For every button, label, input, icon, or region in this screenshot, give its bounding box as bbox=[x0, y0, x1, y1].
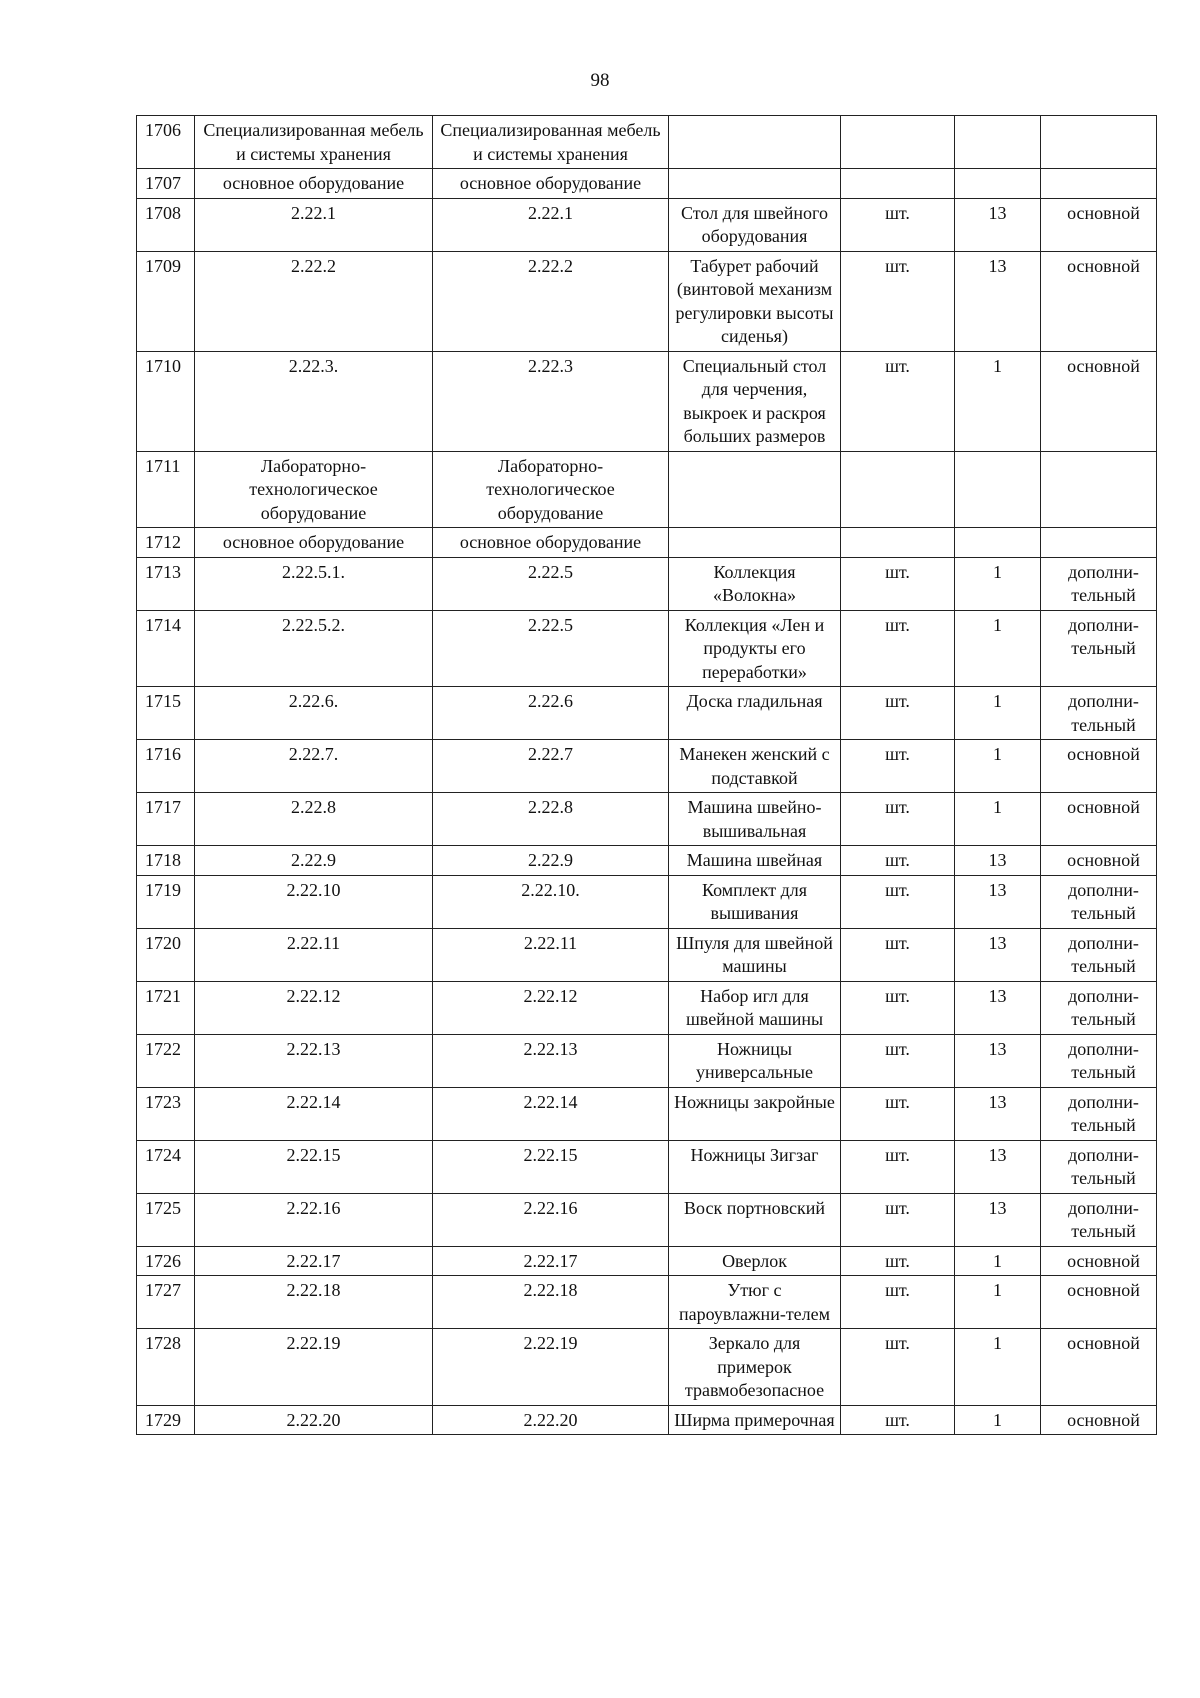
code-cell-1: 2.22.12 bbox=[195, 981, 433, 1034]
table-row bbox=[137, 928, 1157, 981]
equipment-type-cell: основной bbox=[1041, 1276, 1157, 1329]
equipment-type-cell: дополни-тельный bbox=[1041, 557, 1157, 610]
quantity-cell: 1 bbox=[955, 351, 1041, 451]
item-name-cell bbox=[669, 451, 841, 528]
item-name-cell: Машина швейно-вышивальная bbox=[669, 793, 841, 846]
item-name-cell bbox=[669, 116, 841, 169]
code-cell-1: 2.22.8 bbox=[195, 793, 433, 846]
unit-cell bbox=[841, 169, 955, 199]
item-name-cell: Зеркало для примерок травмобезопасное bbox=[669, 1329, 841, 1406]
row-number-cell: 1707 bbox=[137, 169, 195, 199]
item-name-cell: Доска гладильная bbox=[669, 687, 841, 740]
item-name-cell: Табурет рабочий (винтовой механизм регулировки высоты сиденья) bbox=[669, 251, 841, 351]
quantity-cell: 1 bbox=[955, 1276, 1041, 1329]
row-number-cell: 1709 bbox=[137, 251, 195, 351]
quantity-cell: 13 bbox=[955, 198, 1041, 251]
row-number-cell: 1708 bbox=[137, 198, 195, 251]
code-cell-1: 2.22.14 bbox=[195, 1087, 433, 1140]
code-cell-2: 2.22.19 bbox=[433, 1329, 669, 1406]
code-cell-1: основное оборудование bbox=[195, 169, 433, 199]
table-row bbox=[137, 351, 1157, 451]
code-cell-1: 2.22.19 bbox=[195, 1329, 433, 1406]
equipment-type-cell bbox=[1041, 116, 1157, 169]
code-cell-2: 2.22.13 bbox=[433, 1034, 669, 1087]
quantity-cell: 13 bbox=[955, 928, 1041, 981]
quantity-cell: 1 bbox=[955, 557, 1041, 610]
equipment-type-cell: дополни-тельный bbox=[1041, 875, 1157, 928]
equipment-type-cell: основной bbox=[1041, 351, 1157, 451]
code-cell-1: 2.22.3. bbox=[195, 351, 433, 451]
equipment-type-cell: основной bbox=[1041, 740, 1157, 793]
table-row bbox=[137, 610, 1157, 687]
code-cell-1: 2.22.17 bbox=[195, 1246, 433, 1276]
code-cell-1: 2.22.15 bbox=[195, 1140, 433, 1193]
quantity-cell bbox=[955, 116, 1041, 169]
row-number-cell: 1718 bbox=[137, 846, 195, 876]
unit-cell: шт. bbox=[841, 1329, 955, 1406]
table-row bbox=[137, 169, 1157, 199]
table-row bbox=[137, 1329, 1157, 1406]
unit-cell bbox=[841, 116, 955, 169]
table-row bbox=[137, 451, 1157, 528]
code-cell-1: 2.22.20 bbox=[195, 1405, 433, 1435]
code-cell-1: 2.22.2 bbox=[195, 251, 433, 351]
equipment-type-cell bbox=[1041, 451, 1157, 528]
code-cell-1: 2.22.9 bbox=[195, 846, 433, 876]
table-row bbox=[137, 1276, 1157, 1329]
unit-cell: шт. bbox=[841, 1034, 955, 1087]
item-name-cell: Набор игл для швейной машины bbox=[669, 981, 841, 1034]
unit-cell bbox=[841, 451, 955, 528]
item-name-cell bbox=[669, 528, 841, 558]
unit-cell: шт. bbox=[841, 198, 955, 251]
equipment-type-cell: дополни-тельный bbox=[1041, 1193, 1157, 1246]
quantity-cell bbox=[955, 169, 1041, 199]
row-number-cell: 1721 bbox=[137, 981, 195, 1034]
unit-cell: шт. bbox=[841, 1405, 955, 1435]
table-row bbox=[137, 1034, 1157, 1087]
code-cell-1: 2.22.16 bbox=[195, 1193, 433, 1246]
code-cell-2: 2.22.10. bbox=[433, 875, 669, 928]
unit-cell: шт. bbox=[841, 928, 955, 981]
unit-cell bbox=[841, 528, 955, 558]
unit-cell: шт. bbox=[841, 251, 955, 351]
code-cell-1: 2.22.5.2. bbox=[195, 610, 433, 687]
item-name-cell: Комплект для вышивания bbox=[669, 875, 841, 928]
row-number-cell: 1716 bbox=[137, 740, 195, 793]
code-cell-2: 2.22.14 bbox=[433, 1087, 669, 1140]
equipment-type-cell: основной bbox=[1041, 1405, 1157, 1435]
equipment-type-cell: дополни-тельный bbox=[1041, 981, 1157, 1034]
code-cell-2: 2.22.11 bbox=[433, 928, 669, 981]
table-row bbox=[137, 687, 1157, 740]
item-name-cell: Коллекция «Лен и продукты его переработки» bbox=[669, 610, 841, 687]
table-row bbox=[137, 116, 1157, 169]
code-cell-1: основное оборудование bbox=[195, 528, 433, 558]
item-name-cell bbox=[669, 169, 841, 199]
row-number-cell: 1720 bbox=[137, 928, 195, 981]
table-body bbox=[137, 116, 1157, 1435]
code-cell-1: 2.22.5.1. bbox=[195, 557, 433, 610]
item-name-cell: Ножницы универсальные bbox=[669, 1034, 841, 1087]
row-number-cell: 1713 bbox=[137, 557, 195, 610]
equipment-type-cell: дополни-тельный bbox=[1041, 1087, 1157, 1140]
quantity-cell: 13 bbox=[955, 846, 1041, 876]
unit-cell: шт. bbox=[841, 557, 955, 610]
code-cell-1: Лабораторно-технологическое оборудование bbox=[195, 451, 433, 528]
row-number-cell: 1712 bbox=[137, 528, 195, 558]
unit-cell: шт. bbox=[841, 846, 955, 876]
code-cell-2: 2.22.9 bbox=[433, 846, 669, 876]
unit-cell: шт. bbox=[841, 793, 955, 846]
equipment-type-cell bbox=[1041, 528, 1157, 558]
table-row bbox=[137, 251, 1157, 351]
code-cell-2: 2.22.2 bbox=[433, 251, 669, 351]
table-row bbox=[137, 1140, 1157, 1193]
row-number-cell: 1715 bbox=[137, 687, 195, 740]
item-name-cell: Машина швейная bbox=[669, 846, 841, 876]
quantity-cell: 13 bbox=[955, 1140, 1041, 1193]
code-cell-1: 2.22.1 bbox=[195, 198, 433, 251]
equipment-type-cell: основной bbox=[1041, 1246, 1157, 1276]
item-name-cell: Шпуля для швейной машины bbox=[669, 928, 841, 981]
code-cell-2: Лабораторно-технологическое оборудование bbox=[433, 451, 669, 528]
quantity-cell: 13 bbox=[955, 875, 1041, 928]
code-cell-2: 2.22.15 bbox=[433, 1140, 669, 1193]
row-number-cell: 1711 bbox=[137, 451, 195, 528]
item-name-cell: Оверлок bbox=[669, 1246, 841, 1276]
table-row bbox=[137, 981, 1157, 1034]
row-number-cell: 1727 bbox=[137, 1276, 195, 1329]
row-number-cell: 1719 bbox=[137, 875, 195, 928]
equipment-type-cell: основной bbox=[1041, 793, 1157, 846]
item-name-cell: Манекен женский с подставкой bbox=[669, 740, 841, 793]
code-cell-2: 2.22.5 bbox=[433, 610, 669, 687]
item-name-cell: Воск портновский bbox=[669, 1193, 841, 1246]
row-number-cell: 1729 bbox=[137, 1405, 195, 1435]
equipment-type-cell: дополни-тельный bbox=[1041, 687, 1157, 740]
item-name-cell: Специальный стол для черчения, выкроек и раскроя больших размеров bbox=[669, 351, 841, 451]
quantity-cell bbox=[955, 528, 1041, 558]
unit-cell: шт. bbox=[841, 1193, 955, 1246]
code-cell-1: Специализированная мебель и системы хранения bbox=[195, 116, 433, 169]
code-cell-1: 2.22.6. bbox=[195, 687, 433, 740]
code-cell-2: 2.22.16 bbox=[433, 1193, 669, 1246]
code-cell-2: 2.22.6 bbox=[433, 687, 669, 740]
code-cell-2: основное оборудование bbox=[433, 528, 669, 558]
unit-cell: шт. bbox=[841, 1140, 955, 1193]
unit-cell: шт. bbox=[841, 981, 955, 1034]
item-name-cell: Ширма примерочная bbox=[669, 1405, 841, 1435]
table-row bbox=[137, 557, 1157, 610]
table-row bbox=[137, 1405, 1157, 1435]
quantity-cell: 1 bbox=[955, 1329, 1041, 1406]
table-row bbox=[137, 846, 1157, 876]
code-cell-2: 2.22.8 bbox=[433, 793, 669, 846]
quantity-cell: 1 bbox=[955, 687, 1041, 740]
code-cell-2: 2.22.3 bbox=[433, 351, 669, 451]
table-row bbox=[137, 740, 1157, 793]
quantity-cell: 1 bbox=[955, 1246, 1041, 1276]
unit-cell: шт. bbox=[841, 610, 955, 687]
equipment-type-cell: основной bbox=[1041, 846, 1157, 876]
item-name-cell: Утюг с пароувлажни-телем bbox=[669, 1276, 841, 1329]
equipment-type-cell bbox=[1041, 169, 1157, 199]
code-cell-1: 2.22.18 bbox=[195, 1276, 433, 1329]
quantity-cell: 13 bbox=[955, 981, 1041, 1034]
code-cell-1: 2.22.13 bbox=[195, 1034, 433, 1087]
quantity-cell: 13 bbox=[955, 251, 1041, 351]
equipment-type-cell: дополни-тельный bbox=[1041, 1140, 1157, 1193]
page-number: 98 bbox=[590, 70, 610, 91]
row-number-cell: 1728 bbox=[137, 1329, 195, 1406]
table-row bbox=[137, 1087, 1157, 1140]
equipment-type-cell: основной bbox=[1041, 251, 1157, 351]
code-cell-2: 2.22.5 bbox=[433, 557, 669, 610]
code-cell-1: 2.22.7. bbox=[195, 740, 433, 793]
table-row bbox=[137, 1193, 1157, 1246]
item-name-cell: Коллекция «Волокна» bbox=[669, 557, 841, 610]
row-number-cell: 1710 bbox=[137, 351, 195, 451]
row-number-cell: 1706 bbox=[137, 116, 195, 169]
unit-cell: шт. bbox=[841, 351, 955, 451]
table-row bbox=[137, 1246, 1157, 1276]
quantity-cell bbox=[955, 451, 1041, 528]
unit-cell: шт. bbox=[841, 1276, 955, 1329]
quantity-cell: 1 bbox=[955, 740, 1041, 793]
table-row bbox=[137, 793, 1157, 846]
row-number-cell: 1723 bbox=[137, 1087, 195, 1140]
quantity-cell: 1 bbox=[955, 1405, 1041, 1435]
code-cell-2: основное оборудование bbox=[433, 169, 669, 199]
unit-cell: шт. bbox=[841, 1246, 955, 1276]
quantity-cell: 1 bbox=[955, 610, 1041, 687]
equipment-type-cell: основной bbox=[1041, 1329, 1157, 1406]
code-cell-1: 2.22.10 bbox=[195, 875, 433, 928]
quantity-cell: 13 bbox=[955, 1087, 1041, 1140]
item-name-cell: Стол для швейного оборудования bbox=[669, 198, 841, 251]
code-cell-2: 2.22.1 bbox=[433, 198, 669, 251]
quantity-cell: 13 bbox=[955, 1034, 1041, 1087]
row-number-cell: 1725 bbox=[137, 1193, 195, 1246]
code-cell-1: 2.22.11 bbox=[195, 928, 433, 981]
table-row bbox=[137, 198, 1157, 251]
table-row bbox=[137, 875, 1157, 928]
row-number-cell: 1724 bbox=[137, 1140, 195, 1193]
item-name-cell: Ножницы Зигзаг bbox=[669, 1140, 841, 1193]
code-cell-2: 2.22.12 bbox=[433, 981, 669, 1034]
equipment-type-cell: дополни-тельный bbox=[1041, 928, 1157, 981]
quantity-cell: 1 bbox=[955, 793, 1041, 846]
table-row bbox=[137, 528, 1157, 558]
unit-cell: шт. bbox=[841, 740, 955, 793]
equipment-type-cell: основной bbox=[1041, 198, 1157, 251]
code-cell-2: 2.22.18 bbox=[433, 1276, 669, 1329]
unit-cell: шт. bbox=[841, 1087, 955, 1140]
equipment-type-cell: дополни-тельный bbox=[1041, 610, 1157, 687]
code-cell-2: 2.22.7 bbox=[433, 740, 669, 793]
unit-cell: шт. bbox=[841, 687, 955, 740]
item-name-cell: Ножницы закройные bbox=[669, 1087, 841, 1140]
unit-cell: шт. bbox=[841, 875, 955, 928]
equipment-type-cell: дополни-тельный bbox=[1041, 1034, 1157, 1087]
row-number-cell: 1722 bbox=[137, 1034, 195, 1087]
code-cell-2: 2.22.20 bbox=[433, 1405, 669, 1435]
row-number-cell: 1717 bbox=[137, 793, 195, 846]
equipment-table bbox=[136, 115, 1157, 1435]
row-number-cell: 1714 bbox=[137, 610, 195, 687]
quantity-cell: 13 bbox=[955, 1193, 1041, 1246]
code-cell-2: 2.22.17 bbox=[433, 1246, 669, 1276]
code-cell-2: Специализированная мебель и системы хранения bbox=[433, 116, 669, 169]
row-number-cell: 1726 bbox=[137, 1246, 195, 1276]
